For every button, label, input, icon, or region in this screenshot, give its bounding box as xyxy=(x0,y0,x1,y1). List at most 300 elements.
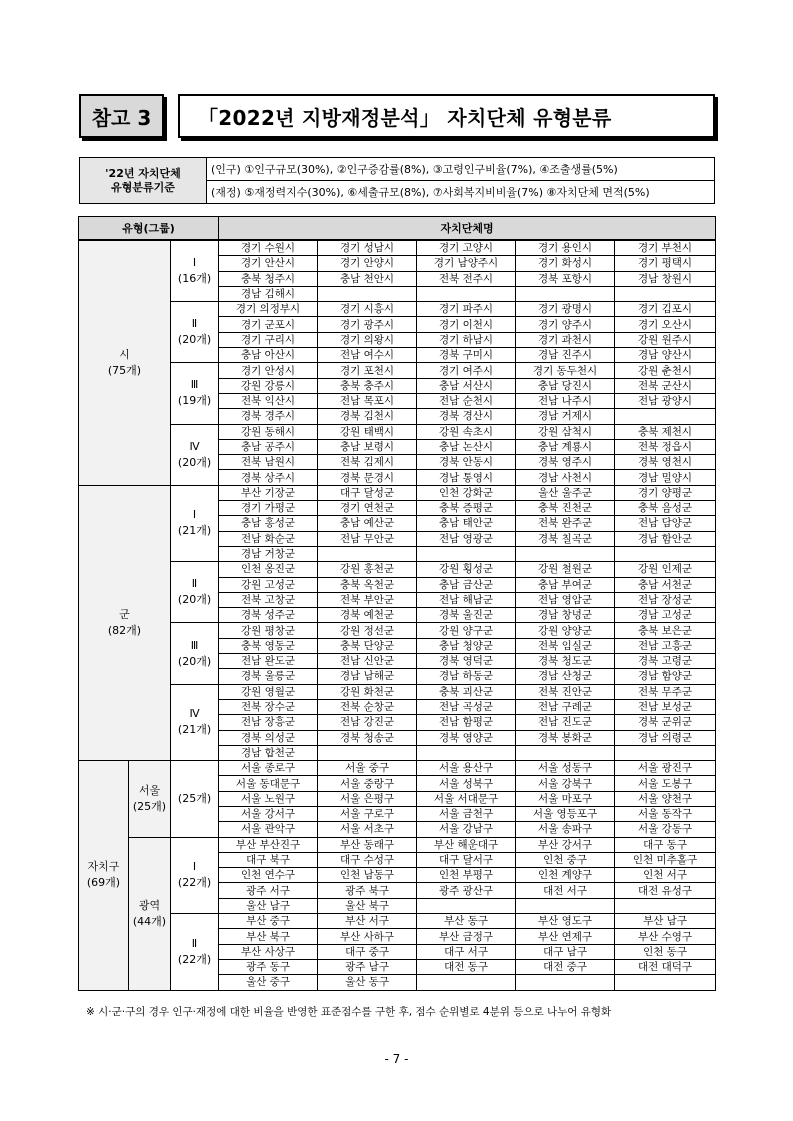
unit-name-cell: 전남 영광군 xyxy=(417,531,516,546)
footnote: ※ 시·군·구의 경우 인구·재정에 대한 비율을 반영한 표준점수를 구한 후, 점수 순위별로 4분위 등으로 나누어 유형화 xyxy=(86,1006,612,1018)
unit-name-cell: 전남 광양시 xyxy=(615,393,716,408)
unit-name-cell xyxy=(318,546,417,561)
unit-name-cell: 전남 장흥군 xyxy=(219,715,318,730)
unit-name-cell: 경남 의령군 xyxy=(615,730,716,745)
tier-label: Ⅳ xyxy=(189,707,200,721)
unit-name-cell: 경북 고령군 xyxy=(615,654,716,669)
unit-name-cell: 충북 충주시 xyxy=(318,378,417,393)
unit-name-cell: 경북 군위군 xyxy=(615,715,716,730)
unit-name-cell: 광주 광산구 xyxy=(417,883,516,898)
unit-name-cell: 인천 부평구 xyxy=(417,868,516,883)
unit-name-cell: 전남 신안군 xyxy=(318,654,417,669)
unit-name-cell: 서울 노원구 xyxy=(219,791,318,806)
unit-name-cell: 대전 대덕구 xyxy=(615,959,716,974)
header-type: 유형(그룹) xyxy=(79,217,219,241)
unit-name-cell: 경기 수원시 xyxy=(219,240,318,256)
tier-count: (19개) xyxy=(177,394,212,408)
tier-label: Ⅰ xyxy=(192,508,197,522)
unit-name-cell: 강원 태백시 xyxy=(318,424,417,439)
unit-name-cell: 전북 순창군 xyxy=(318,699,417,714)
unit-name-cell: 서울 중구 xyxy=(318,761,417,776)
unit-name-cell: 강원 영월군 xyxy=(219,684,318,699)
autonomous-group-count: (69개) xyxy=(86,876,121,890)
unit-name-cell: 서울 송파구 xyxy=(516,822,615,837)
unit-name-cell: 서울 은평구 xyxy=(318,791,417,806)
unit-name-cell: 경북 예천군 xyxy=(318,608,417,623)
unit-name-cell: 경남 고성군 xyxy=(615,608,716,623)
unit-name-cell: 광주 서구 xyxy=(219,883,318,898)
group-count: (75개) xyxy=(107,363,142,377)
unit-name-cell xyxy=(516,286,615,301)
table-row xyxy=(79,562,716,577)
unit-name-cell: 경기 하남시 xyxy=(417,332,516,347)
tier-count: (21개) xyxy=(177,524,212,538)
unit-name-cell: 서울 서대문구 xyxy=(417,791,516,806)
unit-name-cell: 경기 가평군 xyxy=(219,501,318,516)
unit-name-cell xyxy=(516,898,615,913)
unit-name-cell xyxy=(615,898,716,913)
unit-name-cell: 전북 정읍시 xyxy=(615,439,716,454)
table-row xyxy=(79,623,716,638)
table-row xyxy=(79,363,716,378)
tier-label: Ⅰ xyxy=(192,860,197,874)
unit-name-cell: 서울 동작구 xyxy=(615,806,716,821)
unit-name-cell: 경기 부천시 xyxy=(615,240,716,256)
unit-name-cell: 서울 광진구 xyxy=(615,761,716,776)
unit-name-cell: 부산 중구 xyxy=(219,914,318,929)
unit-name-cell: 경기 과천시 xyxy=(516,332,615,347)
unit-name-cell: 충남 계룡시 xyxy=(516,439,615,454)
unit-name-cell: 부산 부산진구 xyxy=(219,837,318,852)
unit-name-cell xyxy=(516,745,615,760)
unit-name-cell: 전북 진안군 xyxy=(516,684,615,699)
unit-name-cell: 경남 양산시 xyxy=(615,348,716,363)
unit-name-cell: 경남 함안군 xyxy=(615,531,716,546)
group-label: 시 xyxy=(119,347,130,361)
unit-name-cell: 서울 강서구 xyxy=(219,806,318,821)
unit-name-cell: 대구 남구 xyxy=(516,944,615,959)
reference-label: 참고 3 xyxy=(79,94,164,138)
unit-name-cell: 대구 수성구 xyxy=(318,852,417,867)
unit-name-cell: 경기 김포시 xyxy=(615,302,716,317)
unit-name-cell: 경북 울진군 xyxy=(417,608,516,623)
unit-name-cell: 충북 청주시 xyxy=(219,271,318,286)
tier-cell xyxy=(171,914,219,990)
unit-name-cell: 경남 함양군 xyxy=(615,669,716,684)
unit-name-cell: 인천 중구 xyxy=(516,852,615,867)
criteria-finance: (재정) ⑤재정력지수(30%), ⑥세출규모(8%), ⑦사회복지비비율(7%) ⑧자치단체 면적(5%) xyxy=(207,181,715,204)
tier-cell xyxy=(171,562,219,623)
unit-name-cell: 강원 철원군 xyxy=(516,562,615,577)
metro-subgroup-count: (44개) xyxy=(132,914,167,928)
unit-name-cell: 강원 원주시 xyxy=(615,332,716,347)
unit-name-cell: 경기 양주시 xyxy=(516,317,615,332)
unit-name-cell: 인천 미추홀구 xyxy=(615,852,716,867)
unit-name-cell: 강원 인제군 xyxy=(615,562,716,577)
unit-name-cell: 전남 순천시 xyxy=(417,393,516,408)
unit-name-cell: 인천 계양구 xyxy=(516,868,615,883)
unit-name-cell xyxy=(417,898,516,913)
unit-name-cell xyxy=(615,975,716,990)
unit-name-cell: 전북 군산시 xyxy=(615,378,716,393)
unit-name-cell: 충남 태안군 xyxy=(417,516,516,531)
seoul-subgroup-label: 서울 xyxy=(138,783,161,797)
unit-name-cell: 전북 장수군 xyxy=(219,699,318,714)
tier-label: Ⅱ xyxy=(191,936,198,950)
unit-name-cell: 대전 동구 xyxy=(417,959,516,974)
unit-name-cell: 서울 강북구 xyxy=(516,776,615,791)
unit-name-cell: 대구 동구 xyxy=(615,837,716,852)
unit-name-cell: 경기 파주시 xyxy=(417,302,516,317)
unit-name-cell: 경남 산청군 xyxy=(516,669,615,684)
unit-name-cell: 전북 전주시 xyxy=(417,271,516,286)
unit-name-cell xyxy=(417,745,516,760)
unit-name-cell: 경기 시흥시 xyxy=(318,302,417,317)
tier-label: Ⅲ xyxy=(190,378,199,392)
unit-name-cell: 전남 보성군 xyxy=(615,699,716,714)
unit-name-cell: 강원 강릉시 xyxy=(219,378,318,393)
unit-name-cell: 전남 함평군 xyxy=(417,715,516,730)
unit-name-cell: 대전 서구 xyxy=(516,883,615,898)
unit-name-cell: 강원 춘천시 xyxy=(615,363,716,378)
unit-name-cell: 경기 화성시 xyxy=(516,256,615,271)
unit-name-cell: 경기 이천시 xyxy=(417,317,516,332)
unit-name-cell: 강원 홍천군 xyxy=(318,562,417,577)
unit-name-cell: 충북 옥천군 xyxy=(318,577,417,592)
unit-name-cell xyxy=(516,546,615,561)
unit-name-cell: 서울 성동구 xyxy=(516,761,615,776)
unit-name-cell: 인천 남동구 xyxy=(318,868,417,883)
unit-name-cell: 경기 광주시 xyxy=(318,317,417,332)
unit-name-cell: 광주 동구 xyxy=(219,959,318,974)
unit-name-cell: 전남 나주시 xyxy=(516,393,615,408)
tier-cell xyxy=(171,302,219,363)
unit-name-cell: 충남 청양군 xyxy=(417,638,516,653)
unit-name-cell: 충북 음성군 xyxy=(615,501,716,516)
unit-name-cell xyxy=(615,745,716,760)
tier-count: (22개) xyxy=(177,876,212,890)
unit-name-cell: 서울 동대문구 xyxy=(219,776,318,791)
unit-name-cell: 서울 강남구 xyxy=(417,822,516,837)
unit-name-cell: 광주 남구 xyxy=(318,959,417,974)
table-row xyxy=(79,240,716,256)
unit-name-cell: 경기 동두천시 xyxy=(516,363,615,378)
tier-cell xyxy=(171,837,219,913)
unit-name-cell: 경북 포항시 xyxy=(516,271,615,286)
unit-name-cell: 경기 광명시 xyxy=(516,302,615,317)
unit-name-cell: 전북 고창군 xyxy=(219,592,318,607)
table-header-row xyxy=(79,217,716,241)
header-names: 자치단체명 xyxy=(219,217,716,241)
unit-name-cell: 경기 고양시 xyxy=(417,240,516,256)
unit-name-cell: 전남 진도군 xyxy=(516,715,615,730)
unit-name-cell: 전북 익산시 xyxy=(219,393,318,408)
unit-name-cell: 경기 양평군 xyxy=(615,485,716,500)
unit-name-cell: 충북 단양군 xyxy=(318,638,417,653)
unit-name-cell: 경남 진주시 xyxy=(516,348,615,363)
unit-name-cell: 서울 금천구 xyxy=(417,806,516,821)
unit-name-cell: 전북 임실군 xyxy=(516,638,615,653)
classification-table xyxy=(78,216,716,991)
unit-name-cell: 경북 안동시 xyxy=(417,455,516,470)
unit-name-cell xyxy=(615,286,716,301)
tier-cell xyxy=(171,363,219,424)
unit-name-cell xyxy=(516,975,615,990)
unit-name-cell: 충남 서산시 xyxy=(417,378,516,393)
unit-name-cell: 강원 양구군 xyxy=(417,623,516,638)
tier-cell xyxy=(171,485,219,561)
unit-name-cell: 대구 중구 xyxy=(318,944,417,959)
unit-name-cell: 경남 하동군 xyxy=(417,669,516,684)
unit-name-cell: 부산 동구 xyxy=(417,914,516,929)
tier-cell xyxy=(171,684,219,760)
unit-name-cell: 울산 중구 xyxy=(219,975,318,990)
tier-cell xyxy=(171,623,219,684)
unit-name-cell xyxy=(417,286,516,301)
unit-name-cell xyxy=(318,286,417,301)
unit-name-cell: 경북 청송군 xyxy=(318,730,417,745)
unit-name-cell: 강원 속초시 xyxy=(417,424,516,439)
unit-name-cell: 전남 담양군 xyxy=(615,516,716,531)
unit-name-cell: 전북 무주군 xyxy=(615,684,716,699)
tier-label: Ⅱ xyxy=(191,317,198,331)
tier-cell xyxy=(171,424,219,485)
unit-name-cell: 부산 동래구 xyxy=(318,837,417,852)
unit-name-cell: 전남 곡성군 xyxy=(417,699,516,714)
unit-name-cell: 충남 천안시 xyxy=(318,271,417,286)
metro-subgroup-label: 광역 xyxy=(138,898,161,912)
unit-name-cell: 경기 연천군 xyxy=(318,501,417,516)
unit-name-cell: 경기 여주시 xyxy=(417,363,516,378)
unit-name-cell: 경남 거창군 xyxy=(219,546,318,561)
unit-name-cell: 경기 포천시 xyxy=(318,363,417,378)
unit-name-cell: 부산 영도구 xyxy=(516,914,615,929)
tier-cell: (25개) xyxy=(171,761,219,837)
unit-name-cell: 경기 안성시 xyxy=(219,363,318,378)
unit-name-cell xyxy=(615,409,716,424)
unit-name-cell: 충남 공주시 xyxy=(219,439,318,454)
unit-name-cell: 경북 성주군 xyxy=(219,608,318,623)
unit-name-cell: 울산 남구 xyxy=(219,898,318,913)
unit-name-cell: 경기 의왕시 xyxy=(318,332,417,347)
unit-name-cell: 전북 완주군 xyxy=(516,516,615,531)
unit-name-cell: 경기 의정부시 xyxy=(219,302,318,317)
tier-count: (16개) xyxy=(177,272,212,286)
unit-name-cell: 부산 사상구 xyxy=(219,944,318,959)
unit-name-cell: 경남 거제시 xyxy=(516,409,615,424)
unit-name-cell: 강원 삼척시 xyxy=(516,424,615,439)
unit-name-cell: 서울 종로구 xyxy=(219,761,318,776)
unit-name-cell: 충북 증평군 xyxy=(417,501,516,516)
table-row xyxy=(79,302,716,317)
tier-count: (22개) xyxy=(177,952,212,966)
tier-count: (20개) xyxy=(177,593,212,607)
unit-name-cell: 전남 장성군 xyxy=(615,592,716,607)
unit-name-cell: 부산 금정구 xyxy=(417,929,516,944)
unit-name-cell: 부산 서구 xyxy=(318,914,417,929)
unit-name-cell: 강원 고성군 xyxy=(219,577,318,592)
unit-name-cell: 경북 울릉군 xyxy=(219,669,318,684)
unit-name-cell: 서울 구로구 xyxy=(318,806,417,821)
unit-name-cell: 경남 창녕군 xyxy=(516,608,615,623)
unit-name-cell: 경기 평택시 xyxy=(615,256,716,271)
unit-name-cell: 경기 안양시 xyxy=(318,256,417,271)
unit-name-cell: 부산 사하구 xyxy=(318,929,417,944)
unit-name-cell xyxy=(615,546,716,561)
unit-name-cell: 경북 경산시 xyxy=(417,409,516,424)
unit-name-cell: 부산 남구 xyxy=(615,914,716,929)
unit-name-cell: 인천 강화군 xyxy=(417,485,516,500)
unit-name-cell: 경기 용인시 xyxy=(516,240,615,256)
unit-name-cell: 서울 용산구 xyxy=(417,761,516,776)
unit-name-cell: 부산 강서구 xyxy=(516,837,615,852)
unit-name-cell: 경북 김천시 xyxy=(318,409,417,424)
unit-name-cell: 경남 사천시 xyxy=(516,470,615,485)
tier-label: Ⅲ xyxy=(190,638,199,652)
tier-count: (20개) xyxy=(177,654,212,668)
unit-name-cell: 경기 오산시 xyxy=(615,317,716,332)
unit-name-cell: 서울 중랑구 xyxy=(318,776,417,791)
unit-name-cell: 충북 보은군 xyxy=(615,623,716,638)
unit-name-cell: 서울 영등포구 xyxy=(516,806,615,821)
unit-name-cell: 경북 칠곡군 xyxy=(516,531,615,546)
unit-name-cell: 경북 문경시 xyxy=(318,470,417,485)
unit-name-cell: 부산 연제구 xyxy=(516,929,615,944)
unit-name-cell: 강원 동해시 xyxy=(219,424,318,439)
unit-name-cell: 경북 경주시 xyxy=(219,409,318,424)
table-row xyxy=(79,485,716,500)
unit-name-cell: 대구 서구 xyxy=(417,944,516,959)
unit-name-cell: 충남 보령시 xyxy=(318,439,417,454)
unit-name-cell: 서울 마포구 xyxy=(516,791,615,806)
unit-name-cell: 인천 서구 xyxy=(615,868,716,883)
table-row xyxy=(79,761,716,776)
unit-name-cell: 충남 예산군 xyxy=(318,516,417,531)
tier-cell xyxy=(171,240,219,302)
unit-name-cell: 경남 김해시 xyxy=(219,286,318,301)
unit-name-cell: 대전 중구 xyxy=(516,959,615,974)
criteria-label xyxy=(80,158,207,204)
unit-name-cell: 서울 서초구 xyxy=(318,822,417,837)
unit-name-cell: 경남 창원시 xyxy=(615,271,716,286)
unit-name-cell: 광주 북구 xyxy=(318,883,417,898)
tier-label: Ⅳ xyxy=(189,439,200,453)
group-label: 군 xyxy=(119,607,130,621)
unit-name-cell: 전남 여수시 xyxy=(318,348,417,363)
unit-name-cell: 전남 목포시 xyxy=(318,393,417,408)
unit-name-cell: 서울 관악구 xyxy=(219,822,318,837)
unit-name-cell: 충남 논산시 xyxy=(417,439,516,454)
unit-name-cell: 충북 진천군 xyxy=(516,501,615,516)
unit-name-cell: 서울 강동구 xyxy=(615,822,716,837)
unit-name-cell: 서울 양천구 xyxy=(615,791,716,806)
unit-name-cell: 부산 해운대구 xyxy=(417,837,516,852)
unit-name-cell: 부산 수영구 xyxy=(615,929,716,944)
criteria-label-line2: 유형분류기준 xyxy=(111,180,175,194)
unit-name-cell: 경북 영주시 xyxy=(516,455,615,470)
table-row xyxy=(79,684,716,699)
criteria-population: (인구) ①인구규모(30%), ②인구증감률(8%), ③고령인구비율(7%), ④조출생률(5%) xyxy=(207,158,715,181)
subgroup-cell xyxy=(129,761,171,837)
unit-name-cell: 전남 강진군 xyxy=(318,715,417,730)
unit-name-cell: 강원 양양군 xyxy=(516,623,615,638)
unit-name-cell: 전북 김제시 xyxy=(318,455,417,470)
group-cell xyxy=(79,761,129,990)
unit-name-cell: 울산 울주군 xyxy=(516,485,615,500)
group-cell xyxy=(79,240,171,485)
unit-name-cell: 대구 북구 xyxy=(219,852,318,867)
tier-label: Ⅱ xyxy=(191,577,198,591)
unit-name-cell: 전남 구례군 xyxy=(516,699,615,714)
criteria-label-line1: '22년 자치단체 xyxy=(105,166,181,180)
unit-name-cell: 경기 구리시 xyxy=(219,332,318,347)
table-row xyxy=(79,424,716,439)
group-count: (82개) xyxy=(107,623,142,637)
tier-count: (20개) xyxy=(177,455,212,469)
unit-name-cell: 충남 당진시 xyxy=(516,378,615,393)
unit-name-cell: 경북 봉화군 xyxy=(516,730,615,745)
unit-name-cell: 경북 상주시 xyxy=(219,470,318,485)
unit-name-cell: 강원 정선군 xyxy=(318,623,417,638)
unit-name-cell: 전북 부안군 xyxy=(318,592,417,607)
unit-name-cell: 강원 평창군 xyxy=(219,623,318,638)
unit-name-cell: 충북 제천시 xyxy=(615,424,716,439)
unit-name-cell: 전남 영암군 xyxy=(516,592,615,607)
unit-name-cell: 인천 연수구 xyxy=(219,868,318,883)
unit-name-cell: 부산 북구 xyxy=(219,929,318,944)
unit-name-cell: 경북 영덕군 xyxy=(417,654,516,669)
unit-name-cell: 충남 부여군 xyxy=(516,577,615,592)
unit-name-cell: 대구 달성군 xyxy=(318,485,417,500)
unit-name-cell: 충남 홍성군 xyxy=(219,516,318,531)
unit-name-cell: 경북 청도군 xyxy=(516,654,615,669)
unit-name-cell xyxy=(318,745,417,760)
unit-name-cell: 전남 해남군 xyxy=(417,592,516,607)
unit-name-cell: 경남 남해군 xyxy=(318,669,417,684)
group-cell xyxy=(79,485,171,760)
subgroup-cell xyxy=(129,837,171,990)
unit-name-cell xyxy=(417,546,516,561)
unit-name-cell: 강원 화천군 xyxy=(318,684,417,699)
table-row xyxy=(79,914,716,929)
unit-name-cell: 경북 영양군 xyxy=(417,730,516,745)
seoul-subgroup-count: (25개) xyxy=(132,799,167,813)
title-bar xyxy=(79,94,717,140)
unit-name-cell: 인천 동구 xyxy=(615,944,716,959)
unit-name-cell: 경남 밀양시 xyxy=(615,470,716,485)
unit-name-cell: 경남 통영시 xyxy=(417,470,516,485)
unit-name-cell: 대구 달서구 xyxy=(417,852,516,867)
unit-name-cell: 전남 화순군 xyxy=(219,531,318,546)
unit-name-cell: 경기 남양주시 xyxy=(417,256,516,271)
unit-name-cell: 경기 안산시 xyxy=(219,256,318,271)
autonomous-group-label: 자치구 xyxy=(87,860,120,874)
unit-name-cell: 충남 서천군 xyxy=(615,577,716,592)
unit-name-cell: 충북 영동군 xyxy=(219,638,318,653)
unit-name-cell: 경남 합천군 xyxy=(219,745,318,760)
unit-name-cell: 전남 무안군 xyxy=(318,531,417,546)
unit-name-cell: 대전 유성구 xyxy=(615,883,716,898)
unit-name-cell: 전남 완도군 xyxy=(219,654,318,669)
document-title: 「2022년 지방재정분석」 자치단체 유형분류 xyxy=(178,94,715,138)
unit-name-cell: 전남 고흥군 xyxy=(615,638,716,653)
unit-name-cell: 경북 구미시 xyxy=(417,348,516,363)
tier-count: (20개) xyxy=(177,333,212,347)
unit-name-cell: 강원 횡성군 xyxy=(417,562,516,577)
tier-count: (21개) xyxy=(177,723,212,737)
unit-name-cell: 인천 옹진군 xyxy=(219,562,318,577)
unit-name-cell xyxy=(417,975,516,990)
